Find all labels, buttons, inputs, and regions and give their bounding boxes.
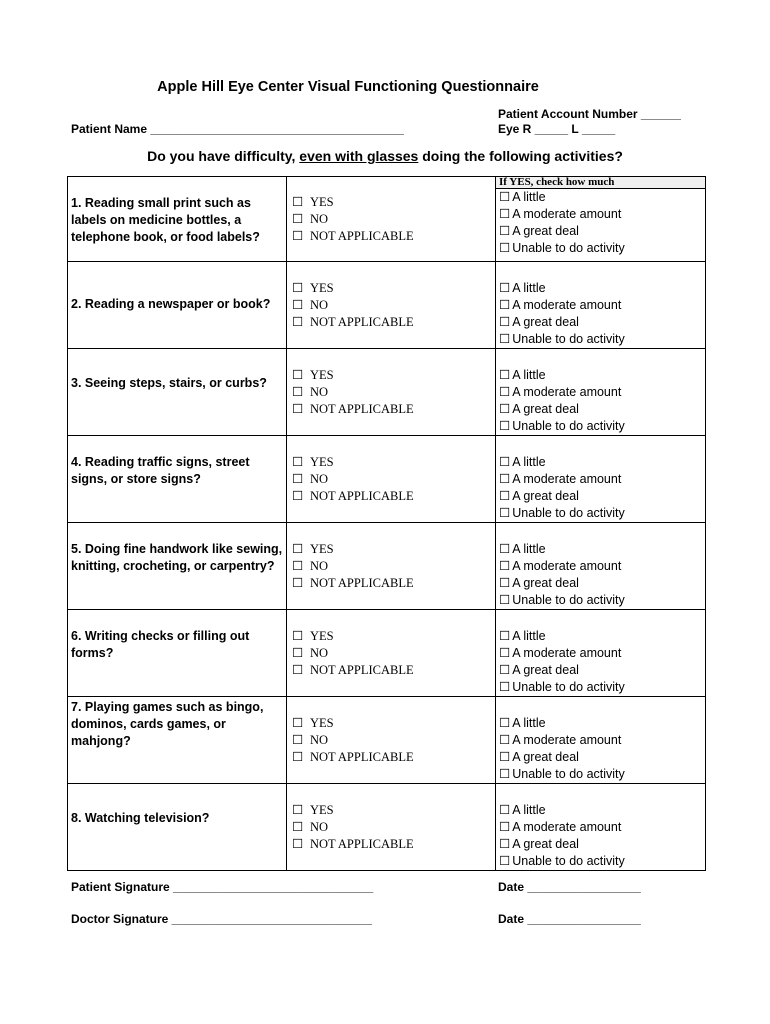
checkbox-icon[interactable]: ☐ <box>499 542 511 556</box>
question-cell <box>68 523 287 610</box>
degree-option-label: A little <box>512 716 546 730</box>
degree-option[interactable] <box>499 454 705 471</box>
checkbox-icon[interactable]: ☐ <box>499 820 511 834</box>
question-row <box>68 177 706 262</box>
degree-cell <box>496 177 706 262</box>
answer-option-yes[interactable] <box>292 541 495 558</box>
degree-cell <box>496 262 706 349</box>
checkbox-icon[interactable]: ☐ <box>292 629 304 643</box>
degree-option-label: A moderate amount <box>512 733 622 747</box>
checkbox-icon[interactable]: ☐ <box>292 489 304 503</box>
checkbox-icon[interactable]: ☐ <box>292 281 304 295</box>
degree-cell <box>496 784 706 871</box>
degree-option[interactable] <box>499 715 705 732</box>
degree-option-label: A great deal <box>512 663 579 677</box>
answer-option-no[interactable] <box>292 211 495 228</box>
degree-option[interactable] <box>499 836 705 853</box>
question-cell <box>68 697 287 784</box>
degree-option[interactable] <box>499 240 705 257</box>
degree-option-label: Unable to do activity <box>512 854 625 868</box>
answer-option-no[interactable] <box>292 384 495 401</box>
checkbox-icon[interactable]: ☐ <box>292 820 304 834</box>
checkbox-icon[interactable]: ☐ <box>292 402 304 416</box>
question-row <box>68 523 706 610</box>
degree-option[interactable] <box>499 802 705 819</box>
answer-cell <box>287 436 496 523</box>
checkbox-icon[interactable]: ☐ <box>292 576 304 590</box>
degree-option-label: A little <box>512 542 546 556</box>
degree-option-label: Unable to do activity <box>512 419 625 433</box>
degree-option[interactable] <box>499 297 705 314</box>
answer-option-label: YES <box>310 629 334 643</box>
checkbox-icon[interactable]: ☐ <box>292 195 304 209</box>
degree-option-label: A great deal <box>512 750 579 764</box>
degree-option-label: A great deal <box>512 576 579 590</box>
degree-option[interactable] <box>499 206 705 223</box>
degree-option[interactable] <box>499 819 705 836</box>
question-prefix: Do you have difficulty, <box>147 148 300 164</box>
degree-option-label: A moderate amount <box>512 646 622 660</box>
degree-option-label: Unable to do activity <box>512 506 625 520</box>
checkbox-icon[interactable]: ☐ <box>499 576 511 590</box>
question-text: 5. Doing fine handwork like sewing, knitting, crocheting, or carpentry? <box>71 542 283 573</box>
answer-option-label: NOT APPLICABLE <box>310 229 414 243</box>
answer-option-label: NOT APPLICABLE <box>310 576 414 590</box>
main-question <box>0 148 770 164</box>
checkbox-icon[interactable]: ☐ <box>499 207 511 221</box>
degree-option-label: A moderate amount <box>512 385 622 399</box>
checkbox-icon[interactable]: ☐ <box>499 629 511 643</box>
question-cell <box>68 177 287 262</box>
checkbox-icon[interactable]: ☐ <box>499 455 511 469</box>
patient-account-number-field[interactable]: Patient Account Number ______ <box>498 107 681 121</box>
question-row <box>68 697 706 784</box>
answer-option-label: NO <box>310 298 329 312</box>
checkbox-icon[interactable]: ☐ <box>499 224 511 238</box>
checkbox-icon[interactable]: ☐ <box>292 559 304 573</box>
checkbox-icon[interactable]: ☐ <box>292 542 304 556</box>
answer-option-not-applicable[interactable] <box>292 228 495 245</box>
question-suffix: doing the following activities? <box>418 148 623 164</box>
answer-cell <box>287 349 496 436</box>
degree-option-label: Unable to do activity <box>512 680 625 694</box>
degree-option[interactable] <box>499 280 705 297</box>
degree-option[interactable] <box>499 223 705 240</box>
answer-cell <box>287 697 496 784</box>
answer-option-no[interactable] <box>292 471 495 488</box>
answer-cell <box>287 177 496 262</box>
answer-option-not-applicable[interactable] <box>292 749 495 766</box>
answer-option-not-applicable[interactable] <box>292 662 495 679</box>
answer-option-label: NOT APPLICABLE <box>310 750 414 764</box>
answer-option-label: NO <box>310 733 329 747</box>
checkbox-icon[interactable]: ☐ <box>499 315 511 329</box>
degree-option-label: Unable to do activity <box>512 767 625 781</box>
answer-option-label: NO <box>310 472 329 486</box>
question-cell <box>68 784 287 871</box>
degree-option[interactable] <box>499 367 705 384</box>
answer-cell <box>287 523 496 610</box>
checkbox-icon[interactable]: ☐ <box>292 368 304 382</box>
degree-option[interactable] <box>499 628 705 645</box>
degree-option-label: A little <box>512 190 546 204</box>
answer-option-no[interactable] <box>292 645 495 662</box>
answer-option-not-applicable[interactable] <box>292 488 495 505</box>
checkbox-icon[interactable]: ☐ <box>499 385 511 399</box>
question-text: 4. Reading traffic signs, street signs, or store signs? <box>71 455 250 486</box>
answer-option-label: NO <box>310 820 329 834</box>
patient-name-field[interactable]: Patient Name ______________________________________ <box>71 122 404 136</box>
questionnaire-table <box>67 176 706 871</box>
degree-option-label: A moderate amount <box>512 207 622 221</box>
checkbox-icon[interactable]: ☐ <box>499 767 511 781</box>
checkbox-icon[interactable]: ☐ <box>499 506 511 520</box>
degree-option[interactable] <box>499 575 705 592</box>
eye-field[interactable]: Eye R _____ L _____ <box>498 122 616 136</box>
degree-cell <box>496 610 706 697</box>
degree-cell <box>496 523 706 610</box>
checkbox-icon[interactable]: ☐ <box>499 489 511 503</box>
checkbox-icon[interactable]: ☐ <box>292 750 304 764</box>
degree-cell <box>496 436 706 523</box>
degree-option[interactable] <box>499 384 705 401</box>
question-cell <box>68 610 287 697</box>
checkbox-icon[interactable]: ☐ <box>499 803 511 817</box>
question-text: 8. Watching television? <box>71 811 210 825</box>
degree-option[interactable] <box>499 679 705 696</box>
degree-option[interactable] <box>499 853 705 870</box>
checkbox-icon[interactable]: ☐ <box>499 472 511 486</box>
degree-option-label: A moderate amount <box>512 559 622 573</box>
checkbox-icon[interactable]: ☐ <box>292 472 304 486</box>
checkbox-icon[interactable]: ☐ <box>292 298 304 312</box>
patient-signature-field[interactable]: Patient Signature ______________________________ <box>71 880 374 894</box>
answer-option-no[interactable] <box>292 732 495 749</box>
checkbox-icon[interactable]: ☐ <box>499 402 511 416</box>
checkbox-icon[interactable]: ☐ <box>292 803 304 817</box>
answer-option-not-applicable[interactable] <box>292 401 495 418</box>
answer-option-label: NO <box>310 646 329 660</box>
question-emphasis: even with glasses <box>299 148 419 164</box>
degree-option[interactable] <box>499 732 705 749</box>
checkbox-icon[interactable]: ☐ <box>292 663 304 677</box>
answer-option-label: YES <box>310 542 334 556</box>
degree-option-label: A little <box>512 455 546 469</box>
checkbox-icon[interactable]: ☐ <box>499 750 511 764</box>
checkbox-icon[interactable]: ☐ <box>499 663 511 677</box>
degree-option-label: A great deal <box>512 224 579 238</box>
question-text: 2. Reading a newspaper or book? <box>71 297 271 311</box>
degree-option-label: A great deal <box>512 489 579 503</box>
answer-option-label: YES <box>310 803 334 817</box>
question-row <box>68 349 706 436</box>
question-row <box>68 262 706 349</box>
answer-option-no[interactable] <box>292 819 495 836</box>
question-text: 6. Writing checks or filling out forms? <box>71 629 250 660</box>
checkbox-icon[interactable]: ☐ <box>292 733 304 747</box>
degree-option-label: Unable to do activity <box>512 241 625 255</box>
question-text: 1. Reading small print such as labels on medicine bottles, a telephone book, or food labels? <box>71 196 260 244</box>
checkbox-icon[interactable]: ☐ <box>499 190 511 204</box>
answer-cell <box>287 784 496 871</box>
degree-option[interactable] <box>499 418 705 435</box>
checkbox-icon[interactable]: ☐ <box>292 716 304 730</box>
degree-option-label: A moderate amount <box>512 820 622 834</box>
checkbox-icon[interactable]: ☐ <box>499 559 511 573</box>
checkbox-icon[interactable]: ☐ <box>499 837 511 851</box>
checkbox-icon[interactable]: ☐ <box>499 332 511 346</box>
degree-option-label: A little <box>512 629 546 643</box>
question-cell <box>68 262 287 349</box>
degree-option[interactable] <box>499 541 705 558</box>
checkbox-icon[interactable]: ☐ <box>499 646 511 660</box>
answer-option-label: YES <box>310 195 334 209</box>
checkbox-icon[interactable]: ☐ <box>292 455 304 469</box>
answer-cell <box>287 610 496 697</box>
checkbox-icon[interactable]: ☐ <box>499 419 511 433</box>
degree-cell <box>496 349 706 436</box>
answer-option-label: NO <box>310 385 329 399</box>
checkbox-icon[interactable]: ☐ <box>292 212 304 226</box>
checkbox-icon[interactable]: ☐ <box>499 680 511 694</box>
checkbox-icon[interactable]: ☐ <box>292 315 304 329</box>
answer-option-label: NOT APPLICABLE <box>310 489 414 503</box>
checkbox-icon[interactable]: ☐ <box>499 368 511 382</box>
question-cell <box>68 436 287 523</box>
checkbox-icon[interactable]: ☐ <box>292 837 304 851</box>
degree-header: If YES, check how much <box>496 177 705 189</box>
degree-option[interactable] <box>499 592 705 609</box>
answer-option-yes[interactable] <box>292 715 495 732</box>
degree-option[interactable] <box>499 401 705 418</box>
question-row <box>68 784 706 871</box>
answer-option-yes[interactable] <box>292 454 495 471</box>
answer-option-label: NOT APPLICABLE <box>310 663 414 677</box>
answer-option-label: YES <box>310 368 334 382</box>
answer-option-not-applicable[interactable] <box>292 575 495 592</box>
form-title: Apple Hill Eye Center Visual Functioning Questionnaire <box>157 79 539 95</box>
answer-option-no[interactable] <box>292 297 495 314</box>
answer-option-label: NOT APPLICABLE <box>310 837 414 851</box>
answer-option-not-applicable[interactable] <box>292 314 495 331</box>
checkbox-icon[interactable]: ☐ <box>292 646 304 660</box>
degree-option[interactable] <box>499 505 705 522</box>
degree-option[interactable] <box>499 558 705 575</box>
degree-option[interactable] <box>499 189 705 206</box>
answer-option-yes[interactable] <box>292 367 495 384</box>
question-row <box>68 610 706 697</box>
degree-option-label: A great deal <box>512 402 579 416</box>
degree-option[interactable] <box>499 314 705 331</box>
doctor-date-field[interactable]: Date _________________ <box>498 912 641 926</box>
question-cell <box>68 349 287 436</box>
degree-option-label: A moderate amount <box>512 298 622 312</box>
degree-option-label: A little <box>512 281 546 295</box>
answer-option-label: NO <box>310 559 329 573</box>
degree-option-label: Unable to do activity <box>512 332 625 346</box>
answer-cell <box>287 262 496 349</box>
checkbox-icon[interactable]: ☐ <box>292 229 304 243</box>
checkbox-icon[interactable]: ☐ <box>499 298 511 312</box>
checkbox-icon[interactable]: ☐ <box>499 281 511 295</box>
degree-option-label: A great deal <box>512 837 579 851</box>
question-text: 3. Seeing steps, stairs, or curbs? <box>71 376 267 390</box>
answer-option-no[interactable] <box>292 558 495 575</box>
answer-option-yes[interactable] <box>292 802 495 819</box>
answer-option-label: YES <box>310 716 334 730</box>
answer-option-yes[interactable] <box>292 628 495 645</box>
degree-option-label: A great deal <box>512 315 579 329</box>
degree-option[interactable] <box>499 488 705 505</box>
doctor-signature-field[interactable]: Doctor Signature ______________________________ <box>71 912 372 926</box>
answer-option-label: YES <box>310 281 334 295</box>
degree-cell <box>496 697 706 784</box>
question-row <box>68 436 706 523</box>
answer-option-yes[interactable] <box>292 194 495 211</box>
checkbox-icon[interactable]: ☐ <box>499 854 511 868</box>
degree-option[interactable] <box>499 749 705 766</box>
degree-option-label: Unable to do activity <box>512 593 625 607</box>
degree-option[interactable] <box>499 331 705 348</box>
answer-option-not-applicable[interactable] <box>292 836 495 853</box>
checkbox-icon[interactable]: ☐ <box>499 593 511 607</box>
checkbox-icon[interactable]: ☐ <box>499 241 511 255</box>
degree-option-label: A moderate amount <box>512 472 622 486</box>
checkbox-icon[interactable]: ☐ <box>499 733 511 747</box>
degree-option[interactable] <box>499 645 705 662</box>
answer-option-yes[interactable] <box>292 280 495 297</box>
question-text: 7. Playing games such as bingo, dominos, cards games, or mahjong? <box>71 700 264 748</box>
answer-option-label: NOT APPLICABLE <box>310 402 414 416</box>
answer-option-label: NOT APPLICABLE <box>310 315 414 329</box>
answer-option-label: NO <box>310 212 329 226</box>
patient-date-field[interactable]: Date _________________ <box>498 880 641 894</box>
checkbox-icon[interactable]: ☐ <box>499 716 511 730</box>
answer-option-label: YES <box>310 455 334 469</box>
degree-option[interactable] <box>499 766 705 783</box>
degree-option-label: A little <box>512 803 546 817</box>
checkbox-icon[interactable]: ☐ <box>292 385 304 399</box>
degree-option-label: A little <box>512 368 546 382</box>
degree-option[interactable] <box>499 662 705 679</box>
degree-option[interactable] <box>499 471 705 488</box>
